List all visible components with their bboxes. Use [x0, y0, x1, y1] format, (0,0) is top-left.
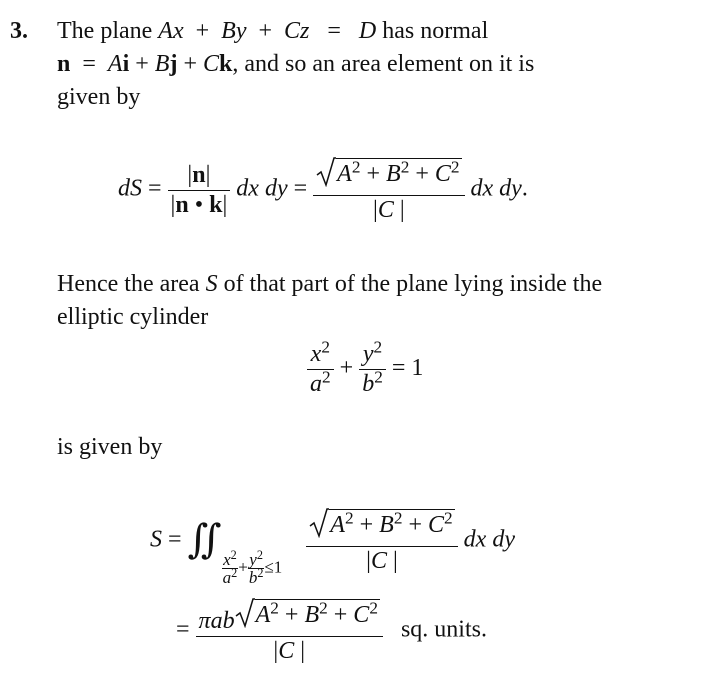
intro-text-1: The plane — [57, 18, 159, 44]
sqrt-fraction: $\frac{A^2 + B^2 + C^2}{|C |}$ — [313, 157, 464, 223]
is-given-by: is given by — [57, 434, 163, 460]
double-integral-sign: ∬ — [187, 516, 222, 562]
intro-text-2: has normal — [376, 18, 489, 44]
area-element-equation: dS = $\frac{|n|}{|n • k|}$ dx dy = $\frac{A^2 + B^2 + C^2}{|C |}$ dx dy. — [118, 156, 528, 224]
intro-line-3: given by — [57, 84, 141, 110]
integral-region: $\frac{x^2}{a^2}$ + $\frac{y^2}{b^2}$ ≤1 — [222, 548, 283, 588]
norm-fraction: $\frac{|n|}{|n • k|}$ — [168, 163, 231, 218]
units-label: sq. units. — [400, 616, 487, 643]
ellipse-equation: $\frac{x^2}{a^2}$ + $\frac{y^2}{b^2}$ = 1 — [307, 342, 423, 397]
hence-text-b: of that part of the plane lying inside the — [217, 271, 603, 297]
intro-line-1 — [57, 18, 488, 45]
plane-equation: Ax + By + Cz = D — [158, 18, 377, 44]
problem-number: 3. — [10, 18, 28, 44]
hence-text-a: Hence the area — [57, 271, 206, 297]
intro-text-3: , and so an area element on it is — [232, 51, 535, 77]
area-integral: S = ∬ $\frac{x^2}{a^2}$ + $\frac{y^2}{b^2}$ ≤1 $\frac{A^2 + B^2 + C^2}{|C |}$ dx dy — [150, 507, 515, 588]
normal-vector: n = Ai + Bj + Ck — [57, 51, 233, 77]
hence-line-1: Hence the area S of that part of the plane lying inside the — [57, 271, 603, 297]
intro-line-2 — [57, 51, 534, 78]
area-result: = πab $A^2 + B^2 + C^2$ |C | sq. units. — [176, 597, 487, 665]
hence-line-2: elliptic cylinder — [57, 304, 209, 330]
